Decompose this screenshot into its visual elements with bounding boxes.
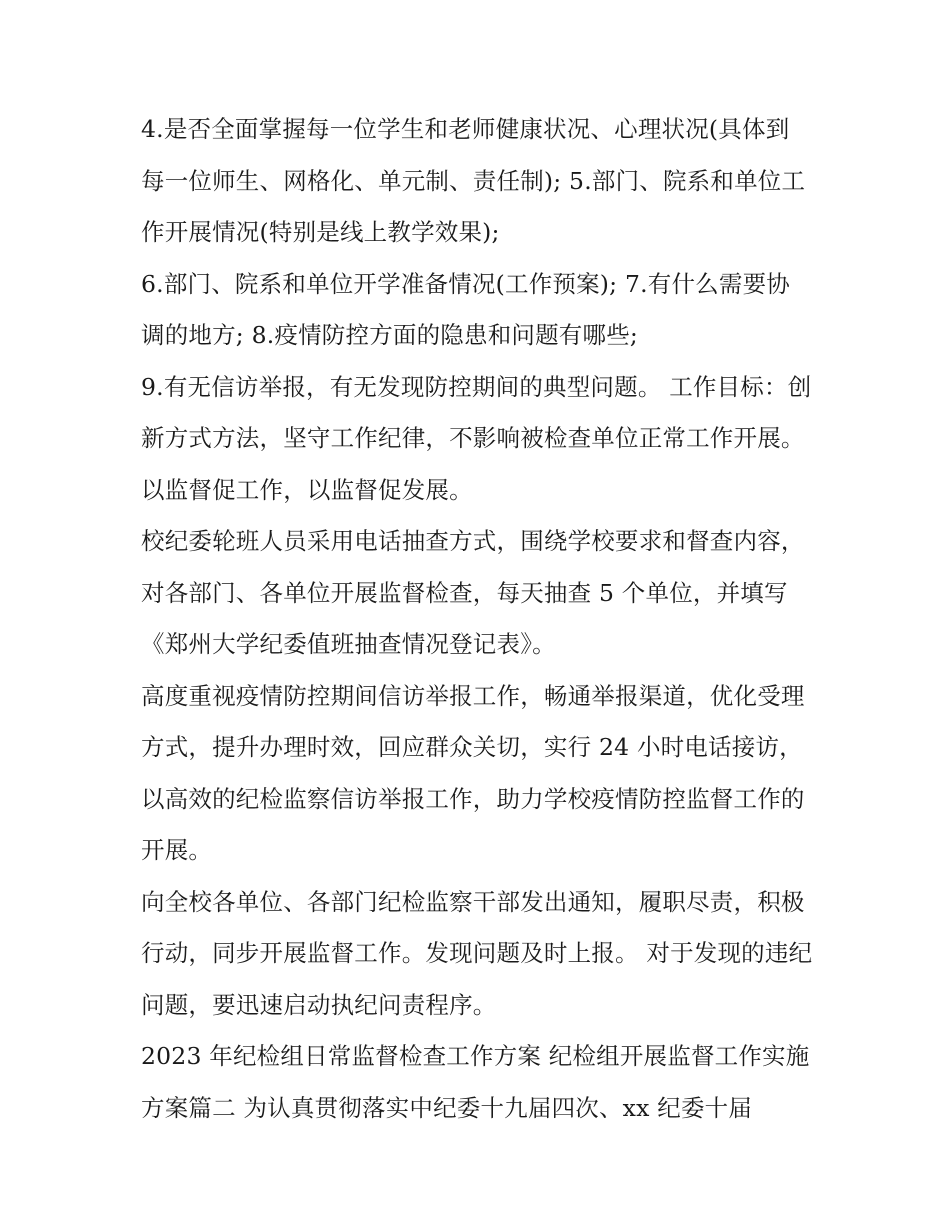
paragraph-1: 4.是否全面掌握每一位学生和老师健康状况、心理状况(具体到每一位师生、网格化、单元制、责任制); 5.部门、院系和单位工作开展情况(特别是线上教学效果); [141,115,806,246]
paragraph-7: 2023 年纪检组日常监督检查工作方案 纪检组开展监督工作实施方案篇二 为认真贯彻落实中纪委十九届四次、xx 纪委十届 [141,1042,810,1122]
paragraph-6: 向全校各单位、各部门纪检监察干部发出通知，履职尽责，积极行动，同步开展监督工作。发现问题及时上报。 对于发现的违纪问题，要迅速启动执纪问责程序。 [141,887,813,1019]
paragraph-3: 9.有无信访举报，有无发现防控期间的典型问题。 工作目标：创新方式方法，坚守工作纪律，不影响被检查单位正常工作开展。以监督促工作，以监督促发展。 [141,372,812,504]
document-body [141,104,813,1134]
paragraph-4: 校纪委轮班人员采用电话抽查方式，围绕学校要求和督查内容，对各部门、各单位开展监督检查，每天抽查 5 个单位，并填写《郑州大学纪委值班抽查情况登记表》。 [141,527,805,658]
paragraph-5: 高度重视疫情防控期间信访举报工作，畅通举报渠道，优化受理方式，提升办理时效，回应群众关切，实行 24 小时电话接访，以高效的纪检监察信访举报工作，助力学校疫情防控监督工作的开展。 [141,681,805,864]
paragraph-2: 6.部门、院系和单位开学准备情况(工作预案); 7.有什么需要协调的地方; 8.疫情防控方面的隐患和问题有哪些; [141,269,790,349]
